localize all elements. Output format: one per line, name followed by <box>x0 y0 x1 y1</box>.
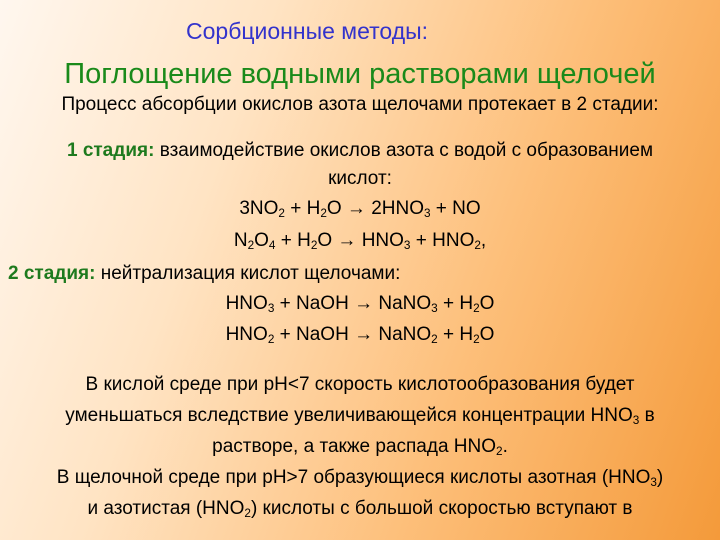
intro-text: Процесс абсорбции окислов азота щелочами протекает в 2 стадии: <box>61 94 659 115</box>
para1-line2: уменьшаться вследствие увеличивающейся концентрации $HNO_3$ в <box>65 405 655 427</box>
stage2-label: 2 стадия: <box>8 263 96 284</box>
para1-line1: В кислой среде при рН<7 скорость кислотообразования будет <box>85 374 635 395</box>
slide-subtitle: Поглощение водными растворами щелочей <box>64 58 656 90</box>
equation-2: $N_2O_4 + H_2O \to HNO_3 + HNO_2$, <box>233 230 487 252</box>
stage1-label: 1 стадия: <box>66 140 155 161</box>
stage1-text: взаимодействие окислов азота с водой с образованием <box>159 140 654 161</box>
stage1-line2: кислот: <box>328 168 392 189</box>
equation-1: $3NO_2 + H_2O \to 2HNO_3$ + NO <box>239 198 481 220</box>
stage1-line1 <box>0 140 720 162</box>
stage2-line <box>8 263 400 285</box>
slide-title: Сорбционные методы: <box>186 18 429 44</box>
para2-line1: В щелочной среде при рН>7 образующиеся кислоты азотная $(HNO_3)$ <box>56 467 664 489</box>
equation-3: $HNO_3$ + NaOH → NaNO$_3$ + $H_2O$ <box>225 293 495 315</box>
equation-4: $HNO_2$ + NaOH → NaNO$_2$ + $H_2O$ <box>225 324 495 346</box>
para1-line3: растворе, а также распада $HNO_2$. <box>212 436 508 458</box>
para2-line2: и азотистая $(HNO_2)$ кислоты с большой скоростью вступают в <box>87 498 633 520</box>
stage2-text: нейтрализация кислот щелочами: <box>100 263 401 284</box>
